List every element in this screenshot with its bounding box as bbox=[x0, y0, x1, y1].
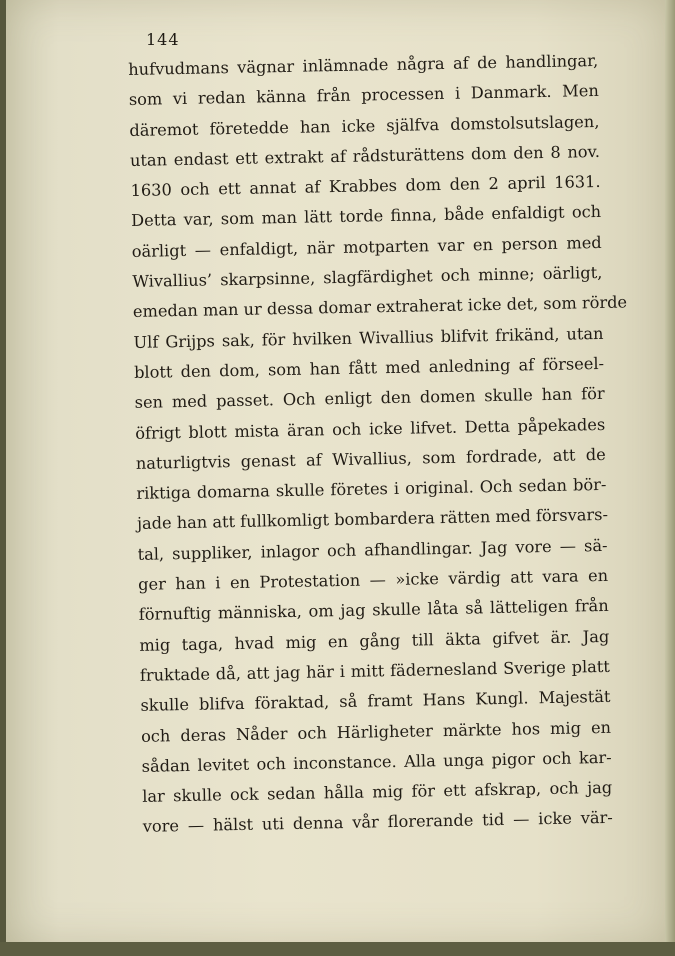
text-line: hufvudmans vägnar inlämnade några af de handlingar, bbox=[128, 50, 599, 79]
text-line: mig taga, hvad mig en gång till äkta gifvet är. Jag bbox=[139, 626, 610, 655]
scan-border bbox=[0, 942, 675, 956]
text-line: 1630 och ett annat af Krabbes dom den 2 april 1631. bbox=[130, 172, 601, 201]
text-line: förnuftig människa, om jag skulle låta så lätteligen från bbox=[138, 596, 609, 625]
text-line: oärligt — enfaldigt, när motparten var en person med bbox=[131, 232, 602, 261]
text-line: tal, suppliker, inlagor och afhandlingar. Jag vore — sä- bbox=[137, 535, 608, 564]
text-line: däremot företedde han icke själfva domstolsutslagen, bbox=[129, 111, 600, 140]
text-line: lar skulle ock sedan hålla mig för ett afskrap, och jag bbox=[142, 777, 613, 806]
text-line: och deras Nåder och Härligheter märkte hos mig en bbox=[140, 717, 612, 746]
text-line: naturligtvis genast af Wivallius, som fordrade, att de bbox=[135, 444, 606, 473]
text-line: emedan man ur dessa domar extraherat icke det, som rörde bbox=[132, 292, 628, 322]
text-line: Ulf Grijps sak, för hvilken Wivallius blifvit frikänd, utan bbox=[133, 323, 604, 352]
text-line: ger han i en Protestation — »icke värdig att vara en bbox=[137, 565, 609, 594]
text-line: utan endast ett extrakt af rådsturättens dom den 8 nov. bbox=[129, 141, 601, 170]
text-line: skulle blifva föraktad, så framt Hans Kungl. Majestät bbox=[140, 687, 611, 716]
book-page bbox=[6, 0, 668, 944]
text-line: vore — hälst uti denna vår florerande tid — icke vär- bbox=[142, 808, 613, 837]
text-line: riktiga domarna skulle företes i original. Och sedan bör- bbox=[136, 475, 607, 504]
page-edge bbox=[665, 0, 675, 956]
text-line: öfrigt blott mista äran och icke lifvet. Detta påpekades bbox=[135, 414, 606, 443]
text-line: jade han att fullkomligt bombardera rätten med försvars- bbox=[136, 505, 609, 534]
text-line: Detta var, som man lätt torde finna, både enfaldigt och bbox=[131, 202, 602, 231]
page-number: 144 bbox=[146, 30, 180, 49]
text-line: sådan levitet och inconstance. Alla unga pigor och kar- bbox=[141, 747, 612, 776]
text-line: blott den dom, som han fått med anledning af förseel- bbox=[133, 353, 605, 382]
text-line: som vi redan känna från processen i Danmark. Men bbox=[128, 81, 599, 110]
body-text bbox=[128, 46, 628, 843]
text-line: fruktade då, att jag här i mitt fädernesland Sverige platt bbox=[139, 656, 611, 685]
text-line: sen med passet. Och enligt den domen skulle han för bbox=[134, 384, 605, 413]
text-line: Wivallius’ skarpsinne, slagfärdighet och minne; oärligt, bbox=[132, 263, 603, 292]
